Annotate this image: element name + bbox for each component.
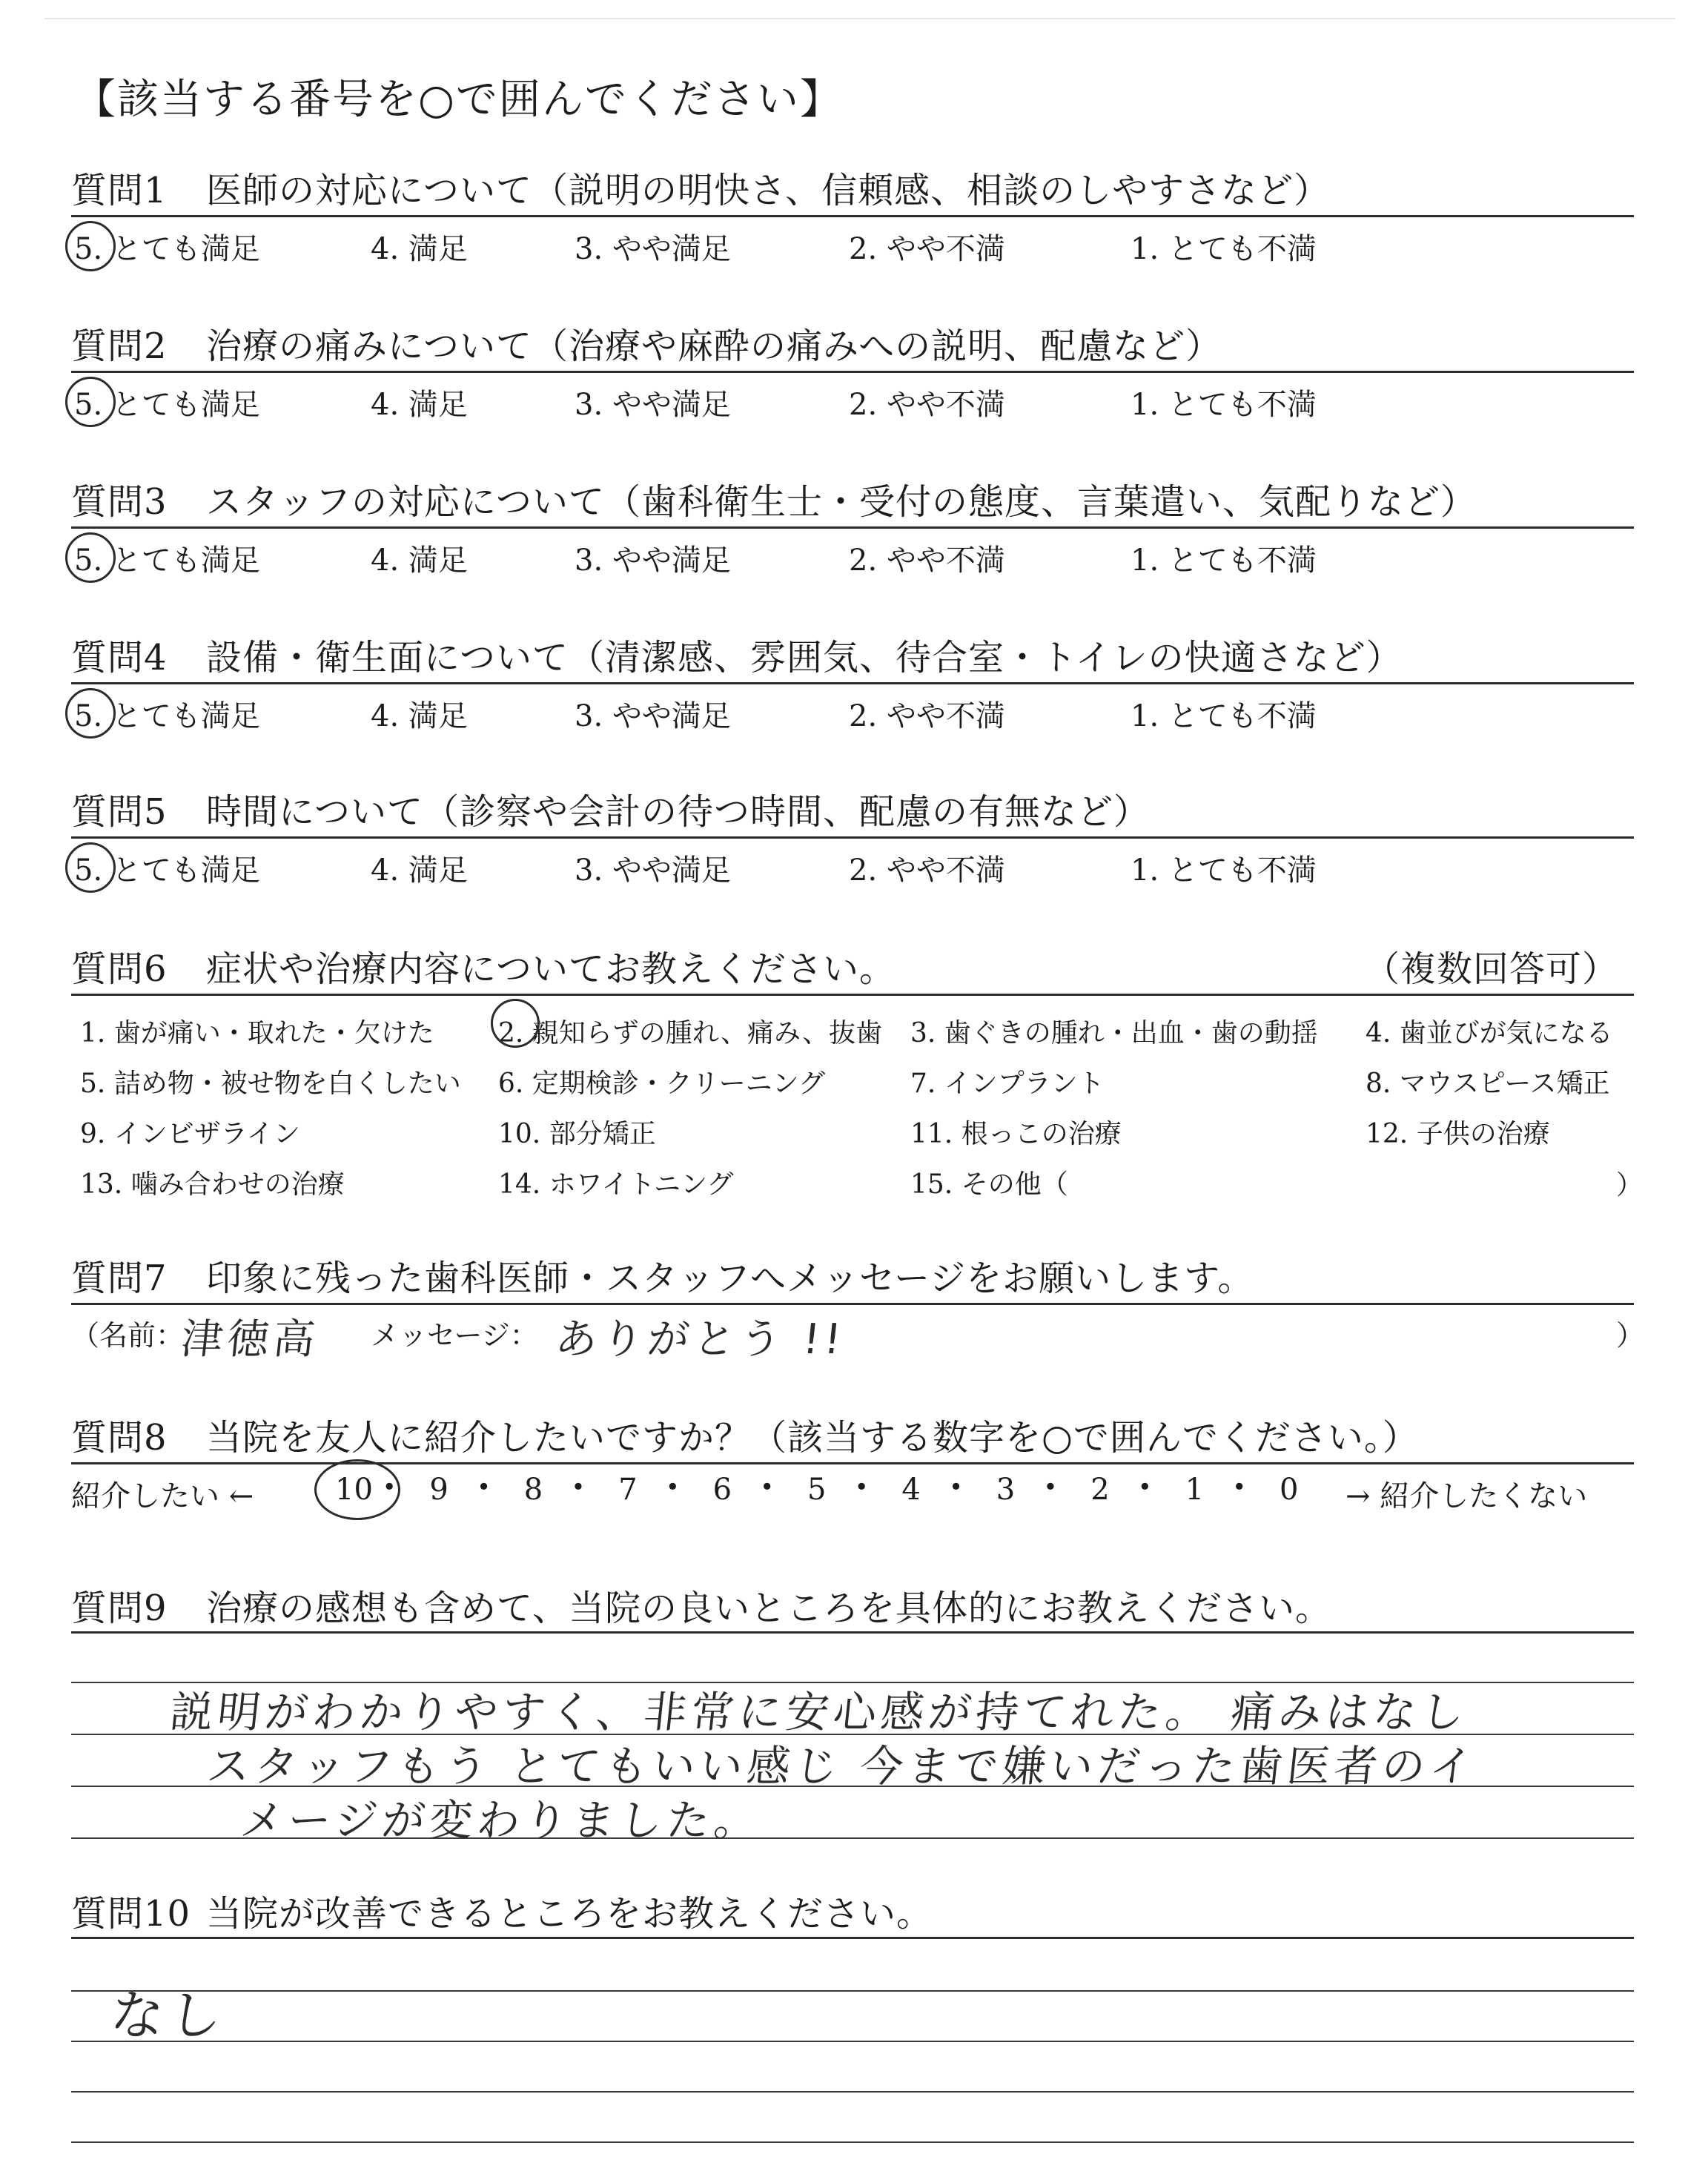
q10-answer-line [71, 2091, 1634, 2093]
q8-scale-value[interactable]: 8 [523, 1473, 543, 1507]
q6-item[interactable]: 12. 子供の治療 [1366, 1119, 1550, 1149]
q3-answer-circle [65, 532, 116, 583]
q1-answer-circle [65, 221, 116, 271]
q7-label: 質問7 [71, 1258, 168, 1299]
q3-option[interactable]: 1. とても不満 [1131, 544, 1317, 578]
q3-option[interactable]: 2. やや不満 [849, 544, 1005, 578]
q8-scale-value[interactable]: 4 [901, 1473, 921, 1507]
q7-rule [71, 1303, 1634, 1305]
q1-option[interactable]: 5. とても満足 [74, 232, 260, 266]
q7-message-value: ありがとう !! [553, 1315, 848, 1364]
q10-answer-line [71, 1990, 1634, 1992]
q9-answer-text: メージが変わりました。 [237, 1795, 764, 1846]
q6-item[interactable]: 8. マウスピース矯正 [1366, 1069, 1610, 1099]
q5-rule [71, 836, 1634, 839]
q7-close-paren: ） [1616, 1319, 1645, 1352]
q10-answer-line [71, 2041, 1634, 2042]
q8-scale-dot: • [1232, 1473, 1247, 1501]
q8-scale-dot: • [1043, 1473, 1058, 1501]
q6-selected-circle [491, 999, 540, 1048]
q8-scale-value[interactable]: 1 [1185, 1473, 1205, 1507]
q1-option[interactable]: 2. やや不満 [849, 232, 1005, 266]
q6-close-paren: ） [1616, 1170, 1644, 1200]
q9-rule [71, 1631, 1634, 1634]
q7-text: 印象に残った歯科医師・スタッフへメッセージをお願いします。 [206, 1258, 1254, 1299]
q8-scale-value[interactable]: 3 [996, 1473, 1016, 1507]
q8-scale-value[interactable]: 0 [1280, 1473, 1299, 1507]
q5-option[interactable]: 4. 満足 [371, 853, 468, 888]
q8-selected-circle [314, 1459, 400, 1520]
q3-rule [71, 526, 1634, 529]
q4-rule [71, 682, 1634, 684]
q10-answer-line [71, 2141, 1634, 2143]
q6-rule [71, 994, 1634, 996]
q8-right-label: → 紹介したくない [1345, 1479, 1588, 1513]
q6-item[interactable]: 9. インビザライン [80, 1119, 300, 1149]
q7-name-value: 津徳高 [179, 1315, 322, 1364]
q8-label: 質問8 [71, 1417, 168, 1459]
q6-item[interactable]: 4. 歯並びが気になる [1366, 1018, 1613, 1048]
q1-label: 質問1 [71, 170, 168, 211]
q3-option[interactable]: 4. 満足 [371, 544, 468, 578]
q6-item[interactable]: 7. インプラント [910, 1069, 1105, 1099]
q8-text: 当院を友人に紹介したいですか？（該当する数字を○で囲んでください。） [206, 1417, 1419, 1459]
q9-answer-text: スタッフもう とてもいい感じ 今まで嫌いだった歯医者のイ [204, 1741, 1480, 1791]
q6-item[interactable]: 13. 噛み合わせの治療 [80, 1169, 345, 1200]
q8-left-label: 紹介したい ← [71, 1479, 254, 1513]
q6-item[interactable]: 15. その他（ [910, 1169, 1068, 1200]
q4-option[interactable]: 3. やや満足 [575, 699, 731, 733]
q2-rule [71, 371, 1634, 373]
q6-text: 症状や治療内容についてお教えください。 [206, 948, 896, 990]
q8-scale-value[interactable]: 7 [618, 1473, 638, 1507]
q9-answer-text: 説明がわかりやすく、非常に安心感が持てれた。 痛みはなし [167, 1687, 1472, 1737]
q8-scale-dot: • [1137, 1473, 1152, 1501]
q6-item[interactable]: 10. 部分矯正 [498, 1119, 656, 1149]
q2-label: 質問2 [71, 326, 168, 367]
q4-label: 質問4 [71, 637, 168, 678]
q9-label: 質問9 [71, 1588, 168, 1629]
q6-item[interactable]: 2. 親知らずの腫れ、痛み、抜歯 [498, 1018, 883, 1048]
q5-option[interactable]: 5. とても満足 [74, 853, 260, 888]
q2-text: 治療の痛みについて（治療や麻酔の痛みへの説明、配慮など） [206, 326, 1222, 367]
q5-text: 時間について（診察や会計の待つ時間、配慮の有無など） [206, 791, 1151, 833]
q4-option[interactable]: 4. 満足 [371, 699, 468, 733]
q2-option[interactable]: 1. とても不満 [1131, 388, 1317, 422]
q8-scale-value[interactable]: 2 [1090, 1473, 1110, 1507]
q7-message-label: メッセージ： [371, 1319, 538, 1352]
q4-answer-circle [65, 688, 116, 739]
q2-option[interactable]: 5. とても満足 [74, 388, 260, 422]
q6-item[interactable]: 1. 歯が痛い・取れた・欠けた [80, 1018, 434, 1048]
q8-rule [71, 1462, 1634, 1464]
q6-note: （複数回答可） [1364, 948, 1619, 990]
q1-rule [71, 215, 1634, 217]
q8-scale-dot: • [571, 1473, 586, 1501]
q1-option[interactable]: 3. やや満足 [575, 232, 731, 266]
q9-text: 治療の感想も含めて、当院の良いところを具体的にお教えください。 [206, 1588, 1332, 1629]
q8-scale-dot: • [477, 1473, 491, 1501]
q8-scale-dot: • [665, 1473, 680, 1501]
q8-scale-dot: • [760, 1473, 775, 1501]
q8-scale-value[interactable]: 9 [429, 1473, 448, 1507]
q6-item[interactable]: 6. 定期検診・クリーニング [498, 1069, 826, 1099]
q7-name-label: （名前： [71, 1319, 185, 1352]
q2-answer-circle [65, 377, 116, 427]
q5-option[interactable]: 2. やや不満 [849, 853, 1005, 888]
q4-option[interactable]: 2. やや不満 [849, 699, 1005, 733]
q5-answer-circle [65, 842, 116, 893]
q6-label: 質問6 [71, 948, 168, 990]
q8-scale-value[interactable]: 10 [335, 1473, 373, 1507]
q1-option[interactable]: 1. とても不満 [1131, 232, 1317, 266]
q10-label: 質問10 [71, 1893, 191, 1935]
q8-scale-value[interactable]: 6 [712, 1473, 732, 1507]
q5-label: 質問5 [71, 791, 168, 833]
q1-option[interactable]: 4. 満足 [371, 232, 468, 266]
q3-text: スタッフの対応について（歯科衛生士・受付の態度、言葉遣い、気配りなど） [206, 481, 1477, 523]
q5-option[interactable]: 1. とても不満 [1131, 853, 1317, 888]
q2-option[interactable]: 2. やや不満 [849, 388, 1005, 422]
q4-option[interactable]: 5. とても満足 [74, 699, 260, 733]
q2-option[interactable]: 4. 満足 [371, 388, 468, 422]
q8-scale-dot: • [382, 1473, 397, 1501]
q3-option[interactable]: 5. とても満足 [74, 544, 260, 578]
q5-option[interactable]: 3. やや満足 [575, 853, 731, 888]
q10-text: 当院が改善できるところをお教えください。 [206, 1893, 933, 1935]
page-title: 【該当する番号を○で囲んでください】 [74, 76, 843, 124]
scan-top-edge [44, 18, 1675, 19]
q1-text: 医師の対応について（説明の明快さ、信頼感、相談のしやすさなど） [206, 170, 1331, 211]
q6-item[interactable]: 11. 根っこの治療 [910, 1119, 1122, 1149]
q6-item[interactable]: 14. ホワイトニング [498, 1169, 734, 1200]
q8-scale-dot: • [949, 1473, 963, 1501]
q6-item[interactable]: 3. 歯ぐきの腫れ・出血・歯の動揺 [910, 1018, 1318, 1048]
q10-rule [71, 1937, 1634, 1939]
q3-label: 質問3 [71, 481, 168, 523]
q4-option[interactable]: 1. とても不満 [1131, 699, 1317, 733]
q2-option[interactable]: 3. やや満足 [575, 388, 731, 422]
q6-item[interactable]: 5. 詰め物・被せ物を白くしたい [80, 1069, 461, 1099]
q8-scale-value[interactable]: 5 [807, 1473, 827, 1507]
q8-scale-dot: • [854, 1473, 869, 1501]
q4-text: 設備・衛生面について（清潔感、雰囲気、待合室・トイレの快適さなど） [206, 637, 1403, 678]
q3-option[interactable]: 3. やや満足 [575, 544, 731, 578]
q10-answer-text: なし [107, 1984, 230, 2047]
